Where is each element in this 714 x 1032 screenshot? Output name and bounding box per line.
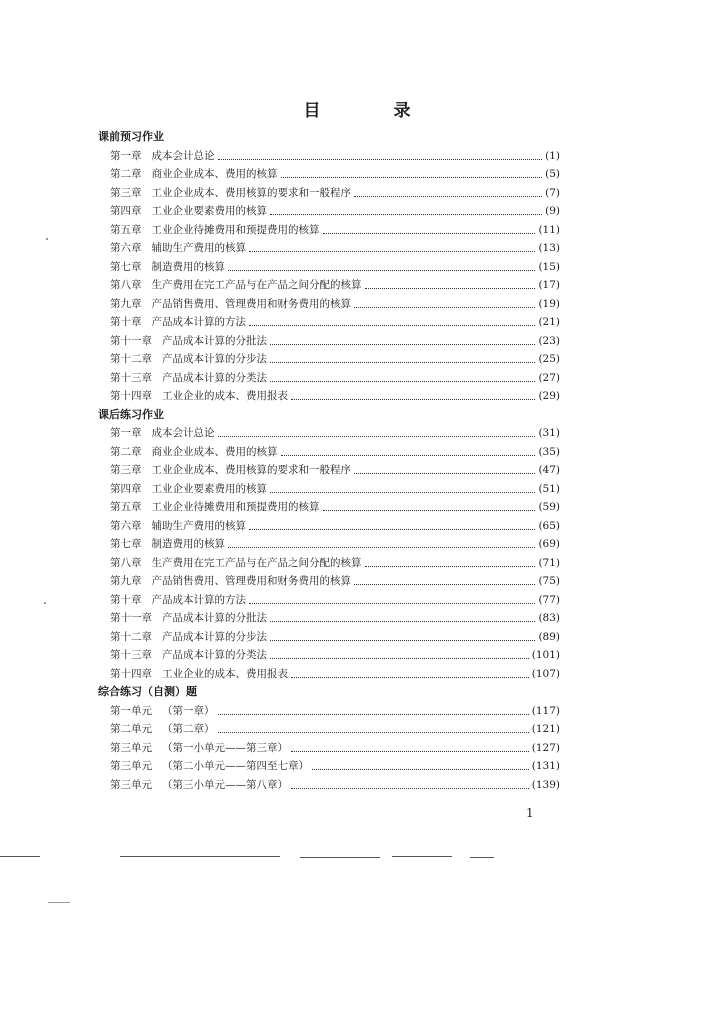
entry-page-number: (9) [545,205,560,217]
chapter-label: 第三单元 [110,741,152,754]
toc-entry[interactable] [110,535,560,554]
dot-leader [270,213,542,215]
chapter-label: 第二单元 [110,723,152,735]
dot-leader [228,546,535,548]
dot-leader [218,713,529,715]
entry-page-number: (139) [531,778,560,791]
toc-entry[interactable] [110,221,560,240]
entry-title: 工业企业要素费用的核算 [151,205,267,217]
chapter-label: 第八章 [110,556,142,569]
dot-leader [291,676,529,678]
entry-page-number: (117) [531,704,560,717]
dot-leader [270,343,535,345]
toc-entry[interactable] [110,776,560,795]
dot-leader [218,435,536,437]
dot-leader [354,583,535,585]
toc-entry[interactable] [110,369,560,388]
toc-entry[interactable] [110,350,560,369]
dot-leader [270,639,535,641]
entry-page-number: (51) [538,482,560,495]
entry-title: 成本会计总论 [151,149,215,162]
dot-leader [312,768,529,770]
dot-leader [281,454,536,456]
chapter-label: 第七章 [110,260,142,273]
chapter-label: 第六章 [110,242,142,254]
chapter-label: 第九章 [110,575,142,587]
toc-entry[interactable] [110,295,560,314]
entry-page-number: (75) [538,575,560,587]
entry-title: 产品成本计算的分类法 [162,649,267,661]
dot-leader [270,380,535,382]
section-heading: 课前预习作业 [98,130,164,143]
entry-title: 产品成本计算的分类法 [162,371,267,384]
entry-page-number: (47) [538,464,560,476]
entry-title: 产品成本计算的方法 [151,593,246,606]
dot-leader [281,176,543,178]
dot-leader [249,250,535,252]
chapter-label: 第四章 [110,205,142,217]
entry-title: 工业企业成本、费用核算的要求和一般程序 [151,464,351,476]
chapter-label: 第二章 [110,168,142,180]
entry-page-number: (69) [538,538,560,550]
page-number: 1 [526,806,534,820]
toc-entry[interactable] [110,461,560,480]
entry-title: 生产费用在完工产品与在产品之间分配的核算 [151,556,362,569]
entry-title: 工业企业的成本、费用报表 [162,390,288,402]
scan-artifact-speck [46,238,48,240]
chapter-label: 第十章 [110,316,142,328]
entry-title: （第三小单元——第八章） [162,778,288,791]
table-of-contents [98,128,560,794]
page-title: 目 录 [303,101,439,121]
toc-entry[interactable] [110,276,560,295]
entry-title: 商业企业成本、费用的核算 [151,168,278,180]
chapter-label: 第三单元 [110,760,152,772]
entry-page-number: (11) [538,223,560,236]
entry-page-number: (35) [538,445,560,458]
dot-leader [270,657,529,659]
entry-title: 产品销售费用、管理费用和财务费用的核算 [151,297,351,310]
entry-page-number: (19) [538,297,560,310]
chapter-label: 第三单元 [110,778,152,791]
chapter-label: 第三章 [110,186,142,199]
dot-leader [365,565,536,567]
toc-entry[interactable] [110,665,560,684]
dot-leader [291,398,535,400]
dot-leader [323,232,536,234]
chapter-label: 第十二章 [110,630,152,643]
entry-title: （第二小单元——第四至七章） [162,760,309,772]
chapter-label: 第八章 [110,279,142,291]
dot-leader [270,361,535,363]
toc-entry[interactable] [110,332,560,351]
toc-entry[interactable] [110,313,560,332]
dot-leader [218,731,529,733]
entry-page-number: (89) [538,630,560,643]
entry-title: 制造费用的核算 [151,260,225,273]
entry-title: 工业企业待摊费用和预提费用的核算 [151,223,320,236]
scan-artifact-line [48,902,70,903]
entry-page-number: (83) [538,612,560,624]
toc-entry[interactable] [110,646,560,665]
entry-page-number: (121) [531,723,560,735]
entry-page-number: (59) [538,501,560,513]
toc-entry[interactable] [110,757,560,776]
entry-page-number: (23) [538,334,560,347]
dot-leader [270,491,535,493]
dot-leader [249,528,535,530]
dot-leader [354,195,542,197]
entry-page-number: (5) [545,168,560,180]
entry-page-number: (17) [538,279,560,291]
chapter-label: 第十三章 [110,371,152,384]
toc-entry[interactable] [110,498,560,517]
scan-artifact-speck [44,602,46,604]
chapter-label: 第二章 [110,445,142,458]
entry-title: 工业企业待摊费用和预提费用的核算 [151,501,320,513]
entry-title: 产品成本计算的分步法 [162,353,267,365]
entry-page-number: (71) [538,556,560,569]
entry-title: 成本会计总论 [151,427,215,439]
entry-page-number: (127) [531,741,560,754]
dot-leader [323,509,536,511]
toc-entry[interactable] [110,184,560,203]
chapter-label: 第十二章 [110,353,152,365]
entry-page-number: (101) [531,649,560,661]
entry-page-number: (25) [538,353,560,365]
entry-title: （第二章） [162,723,215,735]
entry-page-number: (15) [538,260,560,273]
chapter-label: 第十三章 [110,649,152,661]
entry-title: 商业企业成本、费用的核算 [151,445,278,458]
toc-entry[interactable] [110,628,560,647]
entry-page-number: (77) [538,593,560,606]
entry-title: 工业企业要素费用的核算 [151,482,267,495]
entry-title: （第一小单元——第三章） [162,741,288,754]
toc-entry[interactable] [110,480,560,499]
scan-artifact-line [470,857,494,858]
entry-page-number: (21) [538,316,560,328]
toc-entry[interactable] [110,739,560,758]
entry-title: 产品成本计算的分步法 [162,630,267,643]
entry-page-number: (13) [538,242,560,254]
toc-entry[interactable] [110,202,560,221]
dot-leader [218,158,543,160]
dot-leader [365,287,536,289]
entry-title: 工业企业成本、费用核算的要求和一般程序 [151,186,351,199]
entry-title: 辅助生产费用的核算 [151,242,246,254]
chapter-label: 第十四章 [110,390,152,402]
toc-entry[interactable] [110,387,560,406]
toc-entry[interactable] [110,572,560,591]
entry-page-number: (29) [538,390,560,402]
entry-title: 产品销售费用、管理费用和财务费用的核算 [151,575,351,587]
dot-leader [354,306,535,308]
entry-title: 产品成本计算的分批法 [162,334,267,347]
entry-title: 制造费用的核算 [151,538,225,550]
entry-title: 产品成本计算的方法 [151,316,246,328]
chapter-label: 第七章 [110,538,142,550]
chapter-label: 第三章 [110,464,142,476]
scan-artifact-line [0,856,40,857]
toc-entry[interactable] [110,424,560,443]
toc-entry[interactable] [110,554,560,573]
entry-page-number: (131) [531,760,560,772]
entry-page-number: (65) [538,519,560,532]
scan-artifact-line [392,856,452,857]
chapter-label: 第十章 [110,593,142,606]
entry-page-number: (107) [531,667,560,680]
chapter-label: 第十一章 [110,334,152,347]
toc-entry[interactable] [110,609,560,628]
dot-leader [270,620,535,622]
entry-page-number: (1) [545,149,560,162]
dot-leader [291,750,529,752]
dot-leader [354,472,535,474]
chapter-label: 第一单元 [110,704,152,717]
toc-entry[interactable] [110,258,560,277]
toc-entry[interactable] [110,147,560,166]
dot-leader [249,324,535,326]
dot-leader [228,269,535,271]
section-heading: 综合练习（自测）题 [98,685,197,698]
entry-page-number: (7) [545,186,560,199]
chapter-label: 第四章 [110,482,142,495]
chapter-label: 第九章 [110,297,142,310]
entry-title: 辅助生产费用的核算 [151,519,246,532]
chapter-label: 第十一章 [110,612,152,624]
entry-title: 工业企业的成本、费用报表 [162,667,288,680]
toc-entry[interactable] [110,720,560,739]
toc-entry[interactable] [110,591,560,610]
chapter-label: 第十四章 [110,667,152,680]
toc-entry[interactable] [110,165,560,184]
toc-entry[interactable] [110,239,560,258]
entry-title: 产品成本计算的分批法 [162,612,267,624]
scan-artifact-line [300,857,380,858]
chapter-label: 第五章 [110,501,142,513]
toc-entry[interactable] [110,517,560,536]
chapter-label: 第一章 [110,149,142,162]
scan-artifact-line [120,856,280,857]
toc-entry[interactable] [110,702,560,721]
chapter-label: 第六章 [110,519,142,532]
entry-page-number: (27) [538,371,560,384]
dot-leader [249,602,535,604]
entry-title: （第一章） [162,704,215,717]
dot-leader [291,787,529,789]
chapter-label: 第一章 [110,427,142,439]
entry-page-number: (31) [538,427,560,439]
section-heading: 课后练习作业 [98,407,164,421]
toc-entry[interactable] [110,443,560,462]
entry-title: 生产费用在完工产品与在产品之间分配的核算 [151,279,362,291]
chapter-label: 第五章 [110,223,142,236]
